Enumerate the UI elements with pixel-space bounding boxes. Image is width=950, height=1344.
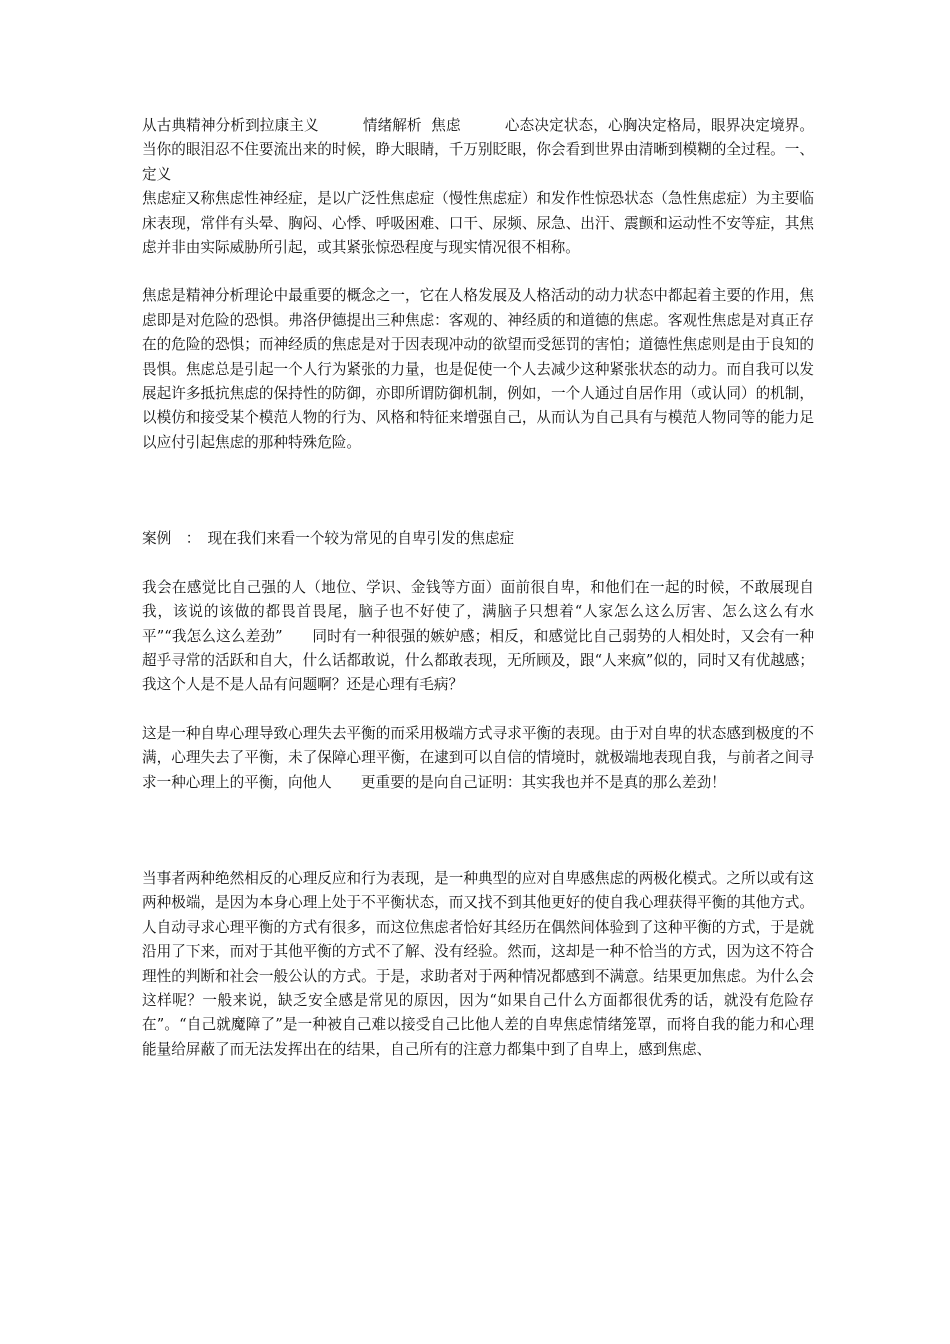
- paragraph-spacer: [142, 552, 814, 576]
- intro-paragraph: 从古典精神分析到拉康主义 情绪解析 焦虑 心态决定状态，心胸决定格局，眼界决定境界。当你的眼泪忍不住要流出来的时候，睁大眼睛，千万别眨眼，你会看到世界由清晰到模糊的全过程。一、定义: [142, 117, 814, 183]
- document-page: [142, 114, 814, 1062]
- case-analysis-paragraph: 这是一种自卑心理导致心理失去平衡的而采用极端方式寻求平衡的表现。由于对自卑的状态感到极度的不满，心理失去了平衡，未了保障心理平衡，在逮到可以自信的情境时，就极端地表现自我，与前者之间寻求一种心理上的平衡，向他人 更重要的是向自己证明：其实我也并不是真的那么差劲！: [142, 724, 814, 791]
- psychoanalysis-paragraph: 焦虑是精神分析理论中最重要的概念之一，它在人格发展及人格活动的动力状态中都起着主要的作用，焦虑即是对危险的恐惧。弗洛伊德提出三种焦虑：客观的、神经质的和道德的焦虑。客观性焦虑是对真正存在的危险的恐惧；而神经质的焦虑是对于因表现冲动的欲望而受惩罚的害怕；道德性焦虑则是由于良知的畏惧。焦虑总是引起一个人行为紧张的力量，也是促使一个人去减少这种紧张状态的动力。而自我可以发展起许多抵抗焦虑的保持性的防御，亦即所谓防御机制，例如，一个人通过自居作用（或认同）的机制，以模仿和接受某个模范人物的行为、风格和特征来增强自己，从而认为自己具有与模范人物同等的能力足以应付引起焦虑的那种特殊危险。: [142, 287, 814, 451]
- paragraph-spacer: [142, 260, 814, 284]
- paragraph-spacer: [142, 455, 814, 527]
- case-description-paragraph: 我会在感觉比自己强的人（地位、学识、金钱等方面）面前很自卑，和他们在一起的时候，不敢展现自我，该说的该做的都畏首畏尾，脑子也不好使了，满脑子只想着“人家怎么这么厉害、怎么这么有水平”“我怎么这么差劲” 同时有一种很强的嫉妒感；相反，和感觉比自己弱势的人相处时，又会有一种超乎寻常的活跃和自大，什么话都敢说，什么都敢表现，无所顾及，跟“人来疯”似的，同时又有优越感；我这个人是不是人品有问题啊？还是心理有毛病？: [142, 578, 814, 694]
- paragraph-spacer: [142, 795, 814, 867]
- definition-paragraph: 焦虑症又称焦虑性神经症，是以广泛性焦虑症（慢性焦虑症）和发作性惊恐状态（急性焦虑症）为主要临床表现，常伴有头晕、胸闷、心悸、呼吸困难、口干、尿频、尿急、出汗、震颤和运动性不安等症，其焦虑并非由实际威胁所引起，或其紧张惊恐程度与现实情况很不相称。: [142, 190, 814, 257]
- case-heading: 案例 ： 现在我们来看一个较为常见的自卑引发的焦虑症: [142, 530, 515, 548]
- paragraph-spacer: [142, 698, 814, 722]
- conclusion-paragraph: 当事者两种绝然相反的心理反应和行为表现，是一种典型的应对自卑感焦虑的两极化模式。之所以或有这两种极端，是因为本身心理上处于不平衡状态，而又找不到其他更好的使自我心理获得平衡的其他方式。人自动寻求心理平衡的方式有很多，而这位焦虑者恰好其经历在偶然间体验到了这种平衡的方式，于是就沿用了下来，而对于其他平衡的方式不了解、没有经验。然而，这却是一种不恰当的方式，因为这不符合理性的判断和社会一般公认的方式。于是，求助者对于两种情况都感到不满意。结果更加焦虑。为什么会这样呢？一般来说，缺乏安全感是常见的原因，因为“如果自己什么方面都很优秀的话，就没有危险存在”。“自己就魔障了”是一种被自己难以接受自己比他人差的自卑焦虑情绪笼罩，而将自我的能力和心理能量给屏蔽了而无法发挥出在的结果，自己所有的注意力都集中到了自卑上，感到焦虑、: [142, 869, 814, 1058]
